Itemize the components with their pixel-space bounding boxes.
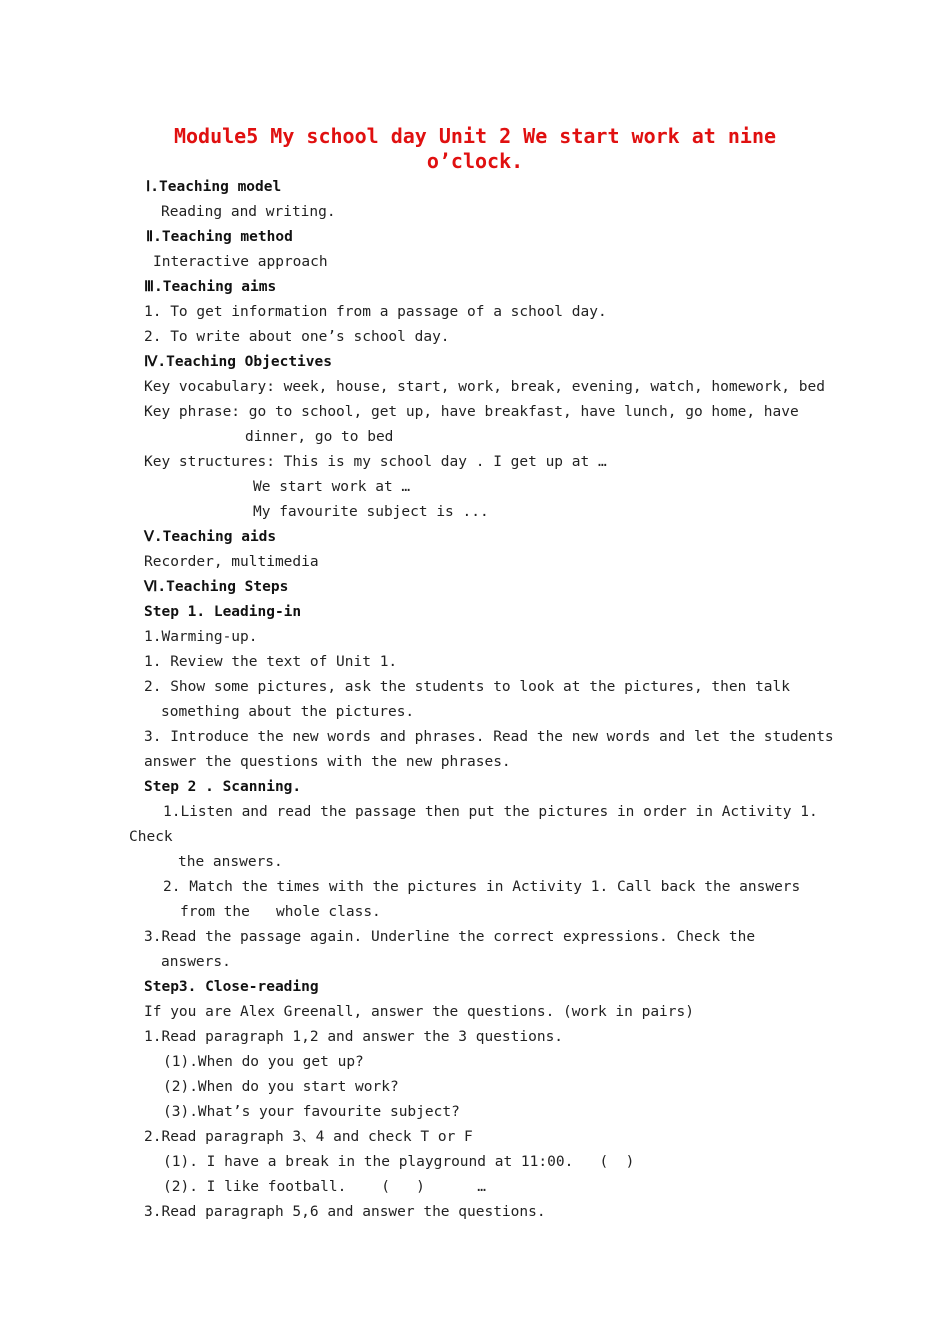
text-line: Key vocabulary: week, house, start, work, break, evening, watch, homework, bed: [144, 379, 825, 395]
text-line: 3.Read paragraph 5,6 and answer the questions.: [144, 1204, 546, 1220]
text-line: (2).When do you start work?: [163, 1079, 399, 1095]
text-line: If you are Alex Greenall, answer the questions. (work in pairs): [144, 1004, 694, 1020]
section-heading-teaching-steps: Ⅵ.Teaching Steps: [144, 579, 289, 595]
text-line: from the whole class.: [180, 904, 381, 920]
text-line: Key phrase: go to school, get up, have breakfast, have lunch, go home, have: [144, 404, 799, 420]
text-line: 3. Introduce the new words and phrases. Read the new words and let the students: [144, 729, 834, 745]
text-line: 3.Read the passage again. Underline the correct expressions. Check the: [144, 929, 756, 945]
text-line: 2. Match the times with the pictures in Activity 1. Call back the answers: [163, 879, 801, 895]
text-line: something about the pictures.: [161, 704, 415, 720]
text-line: Interactive approach: [153, 254, 328, 270]
text-line: (3).What’s your favourite subject?: [163, 1104, 460, 1120]
document-title-line-2: o’clock.: [426, 149, 524, 173]
text-line: the answers.: [178, 854, 283, 870]
text-line: 2.Read paragraph 3、4 and check T or F: [144, 1129, 473, 1145]
section-heading-teaching-model: Ⅰ.Teaching model: [146, 179, 282, 195]
text-line: 1. To get information from a passage of a school day.: [144, 304, 607, 320]
text-line: Recorder, multimedia: [144, 554, 319, 570]
text-line: We start work at …: [253, 479, 411, 495]
text-line: Reading and writing.: [161, 204, 336, 220]
text-line: 1.Warming-up.: [144, 629, 258, 645]
text-line: answers.: [161, 954, 231, 970]
section-heading-teaching-aims: Ⅲ.Teaching aims: [144, 279, 277, 295]
text-line: 2. Show some pictures, ask the students to look at the pictures, then talk: [144, 679, 791, 695]
step-heading: Step3. Close-reading: [144, 979, 319, 995]
text-line: (2). I like football. ( ) …: [163, 1179, 487, 1195]
text-line: 1. Review the text of Unit 1.: [144, 654, 398, 670]
text-line: My favourite subject is ...: [253, 504, 489, 520]
text-line: (1).When do you get up?: [163, 1054, 364, 1070]
section-heading-teaching-method: Ⅱ.Teaching method: [146, 229, 293, 245]
text-line: 1.Read paragraph 1,2 and answer the 3 questions.: [144, 1029, 564, 1045]
step-heading: Step 2 . Scanning.: [144, 779, 302, 795]
document-title-line-1: Module5 My school day Unit 2 We start work at nine: [173, 124, 777, 148]
section-heading-teaching-objectives: Ⅳ.Teaching Objectives: [144, 354, 332, 370]
step-heading: Step 1. Leading-in: [144, 604, 302, 620]
text-line: (1). I have a break in the playground at 11:00. ( ): [163, 1154, 635, 1170]
text-line: 2. To write about one’s school day.: [144, 329, 450, 345]
text-line: 1.Listen and read the passage then put the pictures in order in Activity 1.: [163, 804, 818, 820]
text-line: Key structures: This is my school day . I get up at …: [144, 454, 607, 470]
text-line: answer the questions with the new phrases.: [144, 754, 511, 770]
text-line: Check: [129, 829, 173, 845]
text-line: dinner, go to bed: [245, 429, 394, 445]
section-heading-teaching-aids: Ⅴ.Teaching aids: [144, 529, 277, 545]
